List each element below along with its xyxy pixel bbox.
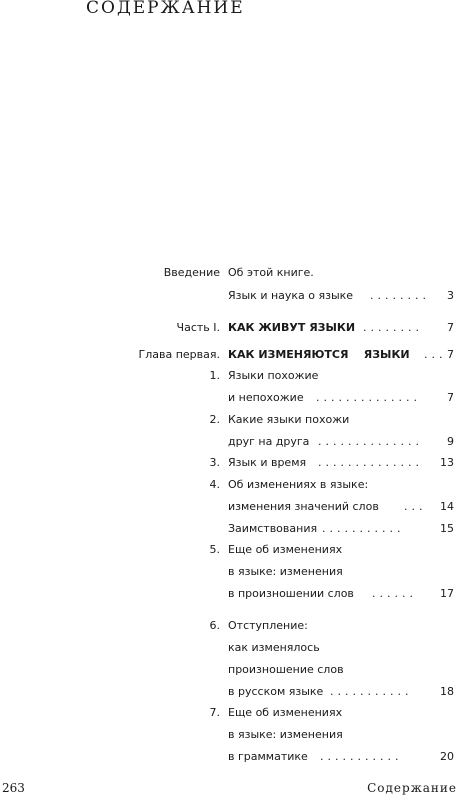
toc-entry-label: 2. <box>209 413 220 426</box>
dot-leader: ... <box>424 348 447 361</box>
toc-entry-title: Язык и время <box>228 456 307 469</box>
toc-entry-page: 7 <box>447 348 454 361</box>
toc-entry-title: изменения значений слов <box>228 500 379 513</box>
dot-leader: ........ <box>363 321 423 334</box>
toc-entry-title: в произношении слов <box>228 587 354 600</box>
dot-leader: ...... <box>372 587 417 600</box>
dot-leader: ... <box>404 500 427 513</box>
toc-entry <box>0 262 459 284</box>
dot-leader: ........... <box>330 685 413 698</box>
toc-entry-page: 20 <box>440 750 454 763</box>
toc-entry-page: 17 <box>440 587 454 600</box>
toc-entry-title: Об этой книге. <box>228 266 314 279</box>
page-number: 263 <box>2 781 25 795</box>
toc-entry-label: Часть I. <box>176 321 220 334</box>
toc-entry-label: 3. <box>209 456 220 469</box>
dot-leader: .............. <box>316 391 421 404</box>
toc-entry-label: 6. <box>209 619 220 632</box>
toc-entry-page: 9 <box>447 435 454 448</box>
toc-entry <box>0 746 459 768</box>
toc-entry-title: в языке: изменения <box>228 565 343 578</box>
toc-entry-title: Язык и наука о языке <box>228 289 354 302</box>
toc-entry <box>0 724 459 746</box>
toc-entry-title: Отступление: <box>228 619 308 632</box>
toc-entry-title: Какие языки похожи <box>228 413 350 426</box>
toc-entry <box>0 409 459 431</box>
toc-entry <box>0 615 459 637</box>
toc-entry-page: 14 <box>440 500 454 513</box>
toc-entry-label: Глава первая. <box>138 348 220 361</box>
toc-entry-label: 1. <box>209 369 220 382</box>
toc-entry <box>0 659 459 681</box>
toc-entry-title: КАК ЖИВУТ ЯЗЫКИ <box>228 321 356 334</box>
page-title: СОДЕРЖАНИЕ <box>86 0 245 18</box>
dot-leader: ........... <box>320 750 403 763</box>
toc-entry-page: 13 <box>440 456 454 469</box>
toc-entry <box>0 452 459 474</box>
toc-entry <box>0 637 459 659</box>
toc-entry <box>0 518 459 540</box>
toc-entry <box>0 702 459 724</box>
toc-entry-title: и непохожие <box>228 391 304 404</box>
toc-entry-page: 15 <box>440 522 454 535</box>
toc-entry <box>0 496 459 518</box>
toc-entry-label: 7. <box>209 706 220 719</box>
toc-entry <box>0 681 459 703</box>
toc-entry <box>0 474 459 496</box>
toc-entry-title: Еще об изменениях <box>228 706 343 719</box>
toc-entry-title: Еще об изменениях <box>228 543 343 556</box>
toc-entry-page: 18 <box>440 685 454 698</box>
toc-entry <box>0 583 459 605</box>
toc-entry <box>0 365 459 387</box>
toc-entry-page: 3 <box>447 289 454 302</box>
toc-entry-title: КАК ИЗМЕНЯЮТСЯ ЯЗЫКИ <box>228 348 410 361</box>
toc-entry-page: 7 <box>447 391 454 404</box>
toc-entry <box>0 539 459 561</box>
toc-entry <box>0 431 459 453</box>
toc-entry-label: 5. <box>209 543 220 556</box>
dot-leader: .............. <box>318 456 423 469</box>
dot-leader: ........ <box>370 289 430 302</box>
toc-entry-title: в грамматике <box>228 750 308 763</box>
dot-leader: .............. <box>318 435 423 448</box>
toc-entry-page: 7 <box>447 321 454 334</box>
toc-entry-title: как изменялось <box>228 641 320 654</box>
toc-entry-title: Заимствования <box>228 522 318 535</box>
toc-entry <box>0 285 459 307</box>
toc-entry-title: в языке: изменения <box>228 728 343 741</box>
toc-entry <box>0 387 459 409</box>
toc-entry-title: произношение слов <box>228 663 344 676</box>
toc-entry-title: Языки похожие <box>228 369 319 382</box>
toc-entry-title: Об изменениях в языке: <box>228 478 369 491</box>
toc-entry-label: Введение <box>163 266 220 279</box>
toc-entry <box>0 561 459 583</box>
toc-entry-label: 4. <box>209 478 220 491</box>
toc-entry <box>0 344 459 366</box>
dot-leader: ........... <box>322 522 405 535</box>
toc-entry-title: друг на друга <box>228 435 310 448</box>
toc-entry <box>0 317 459 339</box>
running-title: Содержание <box>367 781 457 795</box>
toc-entry-title: в русском языке <box>228 685 324 698</box>
